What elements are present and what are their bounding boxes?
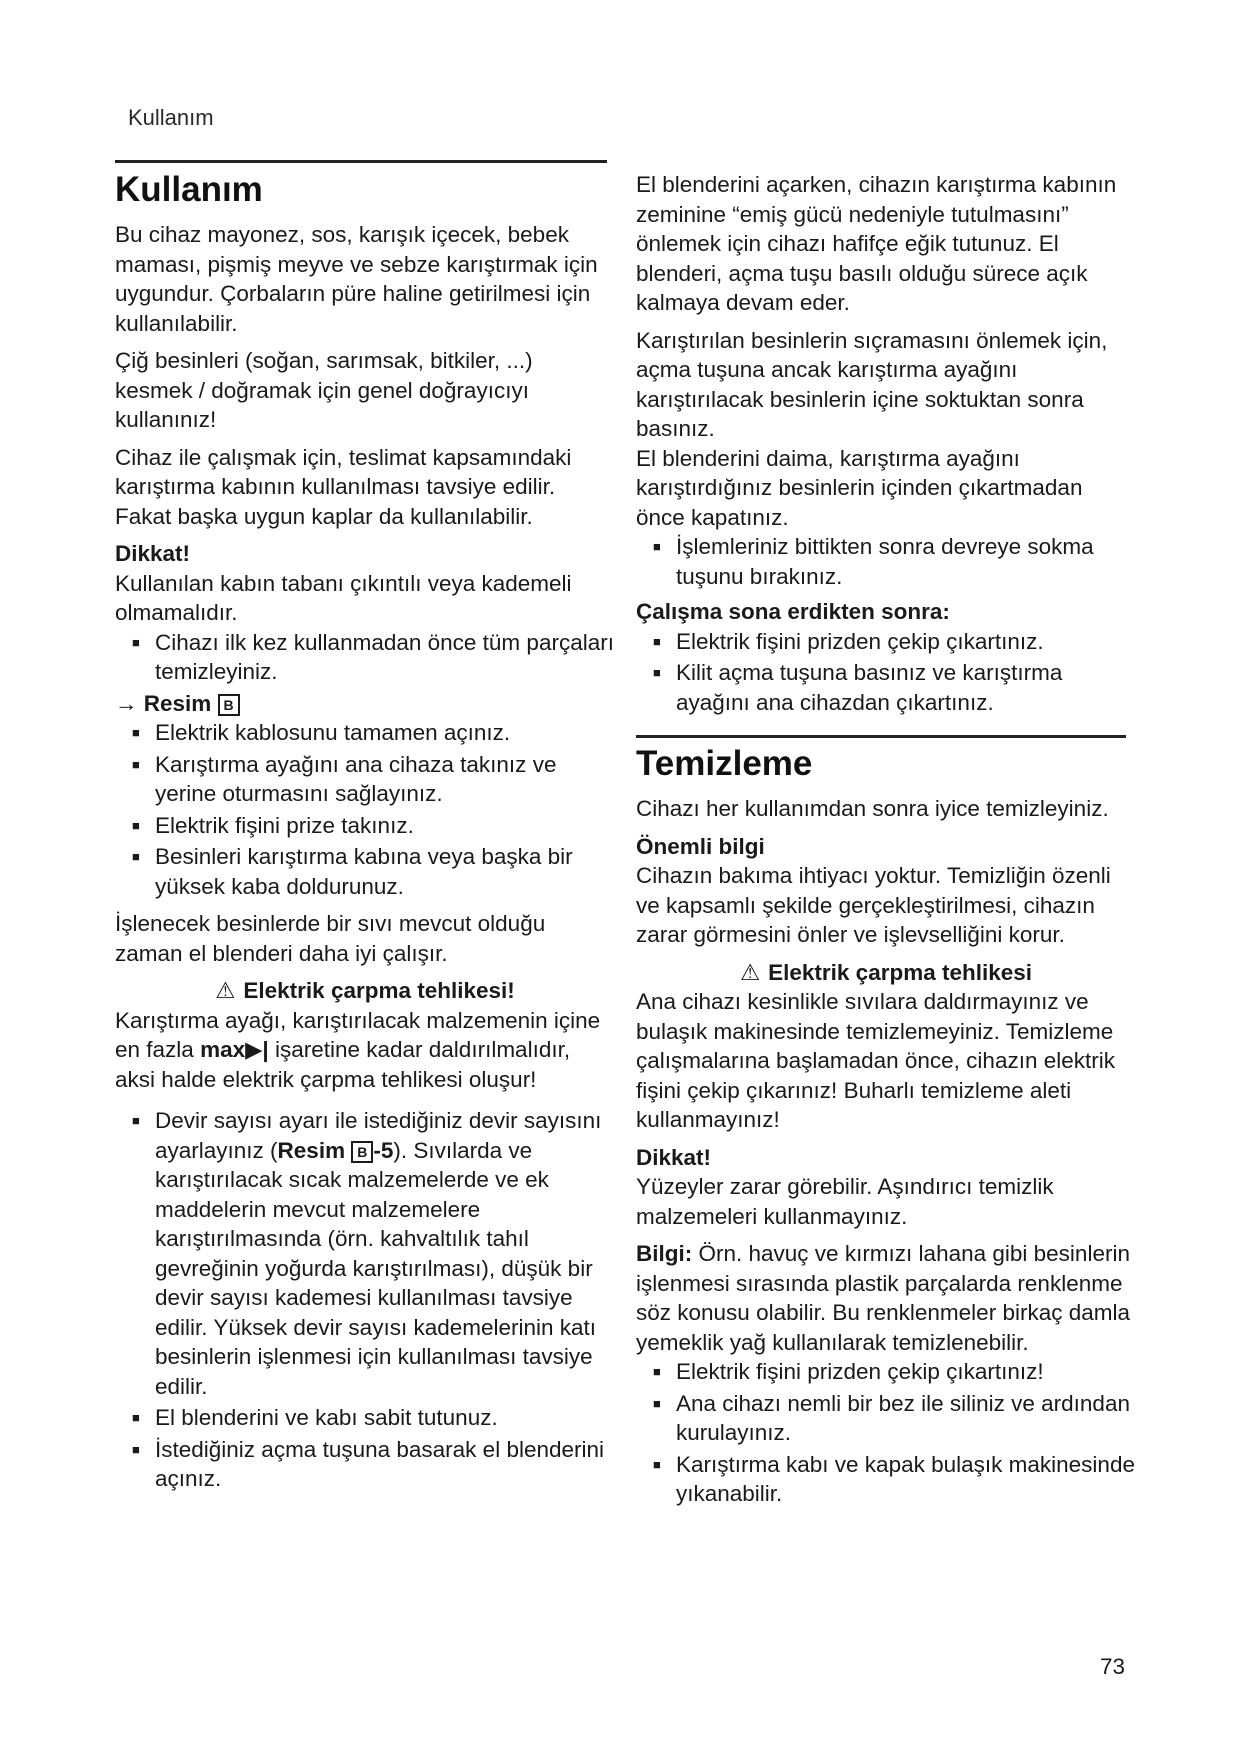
list-item: ■ Besinleri karıştırma kabına veya başka bir yüksek kaba doldurunuz. [132,844,573,899]
important-info-label: Önemli bilgi [636,833,765,859]
warning-triangle-icon: ⚠ [739,959,761,985]
bullet-icon: ■ [132,725,140,740]
bullet-icon: ■ [132,1441,140,1457]
bullet-icon: ■ [653,1364,661,1379]
bullet-icon: ■ [132,1410,140,1425]
bullet-icon: ■ [653,539,661,554]
running-header: Kullanım [128,105,214,130]
list-item: ■ Karıştırma ayağını ana cihaza takınız ve yerine oturmasını sağlayınız. [132,751,557,806]
bullet-icon: ■ [132,756,140,772]
section-rule [636,735,1126,738]
bullet-icon: ■ [653,1395,661,1411]
section-title-usage: Kullanım [115,170,263,209]
bullet-icon: ■ [653,633,661,649]
figure-b-icon: B [218,694,240,716]
caution-text: Kullanılan kabın tabanı çıkıntılı veya kademeli olmamalıdır. [115,570,572,625]
cleaning-section [636,735,1136,1509]
bullet-icon: ■ [132,817,140,833]
bullet-icon: ■ [132,634,140,650]
list-item: ■ Elektrik fişini prizden çekip çıkartınız! [676,1357,1136,1387]
bullet-icon: ■ [653,665,661,680]
figure-reference: → Resim B [115,689,615,719]
caution-label: Dikkat! [636,1144,712,1170]
bullet-icon: ■ [132,1113,140,1128]
section-rule [115,160,607,163]
bullet-list [115,1106,615,1494]
bullet-icon: ■ [653,1456,661,1472]
list-item: ■ El blenderini ve kabı sabit tutunuz. [155,1403,615,1433]
warning-triangle-icon: ⚠ [215,978,236,1003]
paragraph: El blenderini açarken, cihazın karıştırma kabının zeminine “emiş gücü nedeniyle tutulmasını” önlemek için cihazı hafifçe eğik tutunuz. El blenderi, açma tuşu basılı olduğu sürece açık kalmaya devam eder. [636,172,1117,315]
info-note: Bilgi: Örn. havuç ve kırmızı lahana gibi besinlerin işlenmesi sırasında plastik parçalarda renklenme söz konusu olabilir. Bu renklenmeler birkaç damla yemeklik yağ kullanılarak temizlenebilir. [636,1241,1130,1355]
list-item: ■ Devir sayısı ayarı ile istediğiniz devir sayısını ayarlayınız (Resim B -5). Sıvılarda ve karıştırılacak sıcak malzemelerde ve ek maddelerin mevcut malzemelere karıştırılmasında (örn. kahvaltılık tahıl gevreğinin yoğurda karıştırılması), düşük bir devir sayısı kademesi kullanılması tavsiye edilir. Yüksek devir sayısı kademelerinin katı besinlerin işlenmesi için kullanılması tavsiye edilir. [132,1108,602,1399]
paragraph: Cihaz ile çalışmak için, teslimat kapsamındaki karıştırma kabının kullanılması tavsiye edilir. Fakat başka uygun kaplar da kullanılabilir. [115,444,572,529]
bullet-list [636,1357,1136,1509]
max-mark: max▶| [200,1037,269,1062]
page-number: 73 [1100,1654,1126,1679]
arrow-right-icon: → [115,690,138,716]
important-info-text: Cihazın bakıma ihtiyacı yoktur. Temizliğin özenli ve kapsamlı şekilde gerçekleştirilmesi, cihazın zarar görmesini önler ve işlevselliğini korur. [636,863,1111,947]
bullet-list [636,627,1136,718]
list-item: ■ İstediğiniz açma tuşuna basarak el blenderini açınız. [132,1436,605,1491]
after-work-label: Çalışma sona erdikten sonra: [636,599,950,624]
warning-text: Karıştırma ayağı, karıştırılacak malzemenin içine en fazla max▶| işaretine kadar daldırılmalıdır, aksi halde elektrik çarpma tehlikesi oluşur! [115,1007,601,1092]
list-item: ■ Ana cihazı nemli bir bez ile siliniz ve ardından kurulayınız. [653,1390,1130,1445]
list-item: ■ Kilit açma tuşuna basınız ve karıştırma ayağını ana cihazdan çıkartınız. [653,660,1063,715]
bullet-list [115,718,615,901]
left-column [115,160,615,1496]
right-column [636,170,1136,1511]
paragraph: Çiğ besinleri (soğan, sarımsak, bitkiler, ...) kesmek / doğramak için genel doğrayıcıyı kullanınız! [115,348,533,432]
paragraph: Cihazı her kullanımdan sonra iyice temizleyiniz. [636,796,1109,821]
list-item: ■ Karıştırma kabı ve kapak bulaşık makinesinde yıkanabilir. [653,1451,1135,1506]
list-item: ■ Elektrik kablosunu tamamen açınız. [155,718,615,748]
warning-text: Ana cihazı kesinlikle sıvılara daldırmayınız ve bulaşık makinesinde temizlemeyiniz. Temizleme çalışmalarına başlamadan önce, cihazın elektrik fişini çekip çıkarınız! Buharlı temizleme aleti kullanmayınız! [636,989,1115,1132]
paragraph: İşlenecek besinlerde bir sıvı mevcut olduğu zaman el blenderi daha iyi çalışır. [115,911,546,966]
paragraph: El blenderini daima, karıştırma ayağını karıştırdığınız besinlerin içinden çıkartmadan önce kapatınız. [636,445,1083,530]
bullet-list [115,628,615,687]
warning-heading: ⚠ Elektrik çarpma tehlikesi! [215,978,515,1003]
list-item: ■ Elektrik fişini prize takınız. [155,811,615,841]
figure-b-icon: B [351,1141,373,1163]
caution-label: Dikkat! [115,541,191,566]
paragraph: Karıştırılan besinlerin sıçramasını önlemek için, açma tuşuna ancak karıştırma ayağını karıştırılacak besinlerin içine soktuktan sonra basınız. [636,327,1108,441]
section-title-cleaning: Temizleme [636,744,813,783]
warning-heading: ⚠ Elektrik çarpma tehlikesi [739,959,1033,985]
paragraph: Bu cihaz mayonez, sos, karışık içecek, bebek maması, pişmiş meyve ve sebze karıştırmak için uygundur. Çorbaların püre haline getirilmesi için kullanılabilir. [115,222,598,336]
caution-text: Yüzeyler zarar görebilir. Aşındırıcı temizlik malzemeleri kullanmayınız. [636,1174,1054,1229]
bullet-list [636,532,1136,591]
list-item: ■ Elektrik fişini prizden çekip çıkartınız. [676,627,1136,657]
list-item: ■ Cihazı ilk kez kullanmadan önce tüm parçaları temizleyiniz. [132,629,614,684]
list-item: ■ İşlemleriniz bittikten sonra devreye sokma tuşunu bırakınız. [653,534,1094,589]
bullet-icon: ■ [132,849,140,864]
